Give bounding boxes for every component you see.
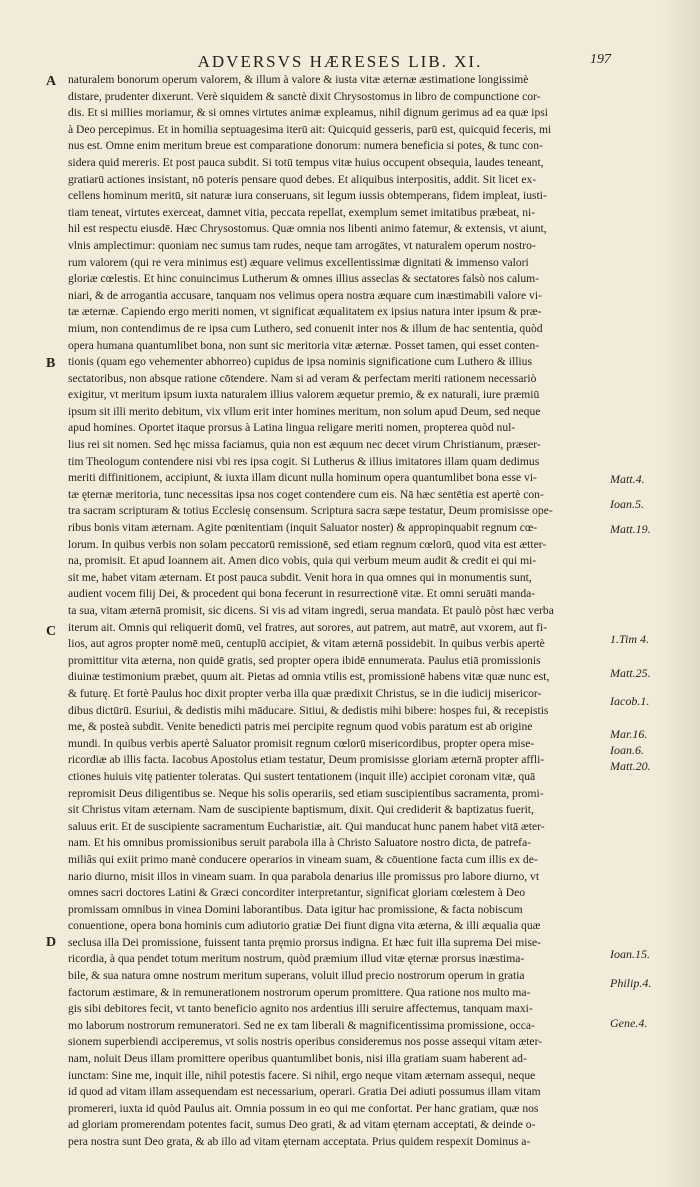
text-line: tionis (quam ego vehementer abhorreo) cupidus de ipsa nominis significatione cum Luthero & illius [68, 355, 532, 369]
marginal-note: Philip.4. [610, 976, 652, 990]
text-line: & futurę. Et fortè Paulus hoc dixit propter verba illa quæ prædixit Christus, se in die iudicij misericor- [68, 686, 542, 700]
page-edge-shadow [660, 0, 700, 1187]
text-line: sit me, habet vitam æternam. Et post pauca subdit. Venit hora in qua omnes qui in monumentis sunt, [68, 570, 532, 584]
text-line: nam, noluit Deus illam promittere operibus quantumlibet bonis, nisi illa gratiam suam haberent ad- [68, 1052, 527, 1066]
section-marker-c: C [46, 624, 57, 639]
section-marker-a: A [46, 74, 57, 89]
text-line: ctiones huiuis vitę patienter toleratas. Qui sustert tentationem (inquit ille) accipiet coronam vitæ, quā [68, 769, 536, 783]
text-line: seclusa illa Dei promissione, fuissent tanta pręmio prorsus indigna. Et hæc fuit illa suprema Dei mise- [68, 935, 541, 949]
text-line: nario diurno, misit illos in vineam suam. In qua parabola denarius ille promissus pro labore diurno, vt [68, 869, 540, 883]
text-line: ta sua, vitam æternā promisit, sic dicens. Si vis ad vitam ingredi, serua mandata. Et paulò pòst hæc verba [68, 604, 554, 617]
section-marker-b: B [46, 356, 56, 371]
text-line: promittitur vita æterna, non quidē gratis, sed propter opera ibidē ennumerata. Paulus etiā promissionis [68, 653, 541, 667]
text-line: iterum ait. Omnis qui reliquerit domū, vel fratres, aut sorores, aut patrem, aut matrē, aut vxorem, aut fi- [68, 620, 548, 634]
text-line: sit Christus vitam æternam. Nam de suscipiente baptismum, dixit. Qui crediderit & baptizatus fuerit, [68, 803, 534, 817]
text-line: hil est respectu eiusdē. Hæc Chrysostomus. Quæ omnia nos libenti animo fatemur, & extensis, vt aiunt, [68, 222, 547, 236]
text-line: sectatoribus, non absque ratione cōtendere. Nam si ad veram & perfectam meriti rationem necessariò [68, 371, 537, 385]
text-line: gloriæ cœlestis. Et hinc conuincimus Lutherum & omnes illius asseclas & sectatores falsò nos calum- [68, 272, 540, 286]
text-line: niari, & de arrogantia accusare, tanquam nos velimus opera nostra æquare cum inæstimabili valore vi- [68, 288, 542, 302]
marginal-note: Matt.19. [610, 522, 651, 536]
text-line: audient vocem filij Dei, & procedent qui bona fecerunt in resurrectionē vitæ. Et omni seruāti manda- [68, 587, 536, 601]
running-head: ADVERSVS HÆRESES LIB. XI. [197, 52, 483, 71]
text-line: ribus bonis vitam æternam. Agite pœnitentiam (inquit Saluator noster) & appropinquabit regnum cœ- [68, 521, 538, 535]
marginal-note: Ioan.15. [610, 947, 650, 961]
text-line: dibus dictūrū. Esuriui, & dedistis mihi māducare. Sitiui, & dedistis mihi bibere: hospes fui, & recepistis [68, 703, 549, 717]
marginal-note: Gene.4. [610, 1016, 648, 1030]
text-line: apud homines. Oportet itaque prorsus à Latina lingua religare meriti nomen, propterea quòd nul- [68, 421, 516, 435]
text-line: gis sibi debitores fecit, vt tanto beneficio agnito nos ardentius illi seruire affectemus, tanquam maxi- [68, 1002, 533, 1016]
text-line: lios, aut agros propter nomē meū, centuplū accipiet, & vitam æternā possidebit. In quibus verbis apertè [68, 637, 545, 651]
text-line: omnes sacri doctores Latini & Græci concorditer interpretantur, significat gloriam cœlestem à Deo [68, 886, 526, 900]
text-line: tra sacram scripturam & totius Ecclesię consensum. Scriptura sacra sæpe testatur, Deum promisisse ope- [68, 504, 553, 518]
text-line: conuentione, opera bona hominis cum adiutorio gratiæ Dei fiunt digna vita æterna, & illi æqualia quæ [68, 919, 541, 933]
text-line: tiam teneat, virtutes exerceat, damnet vitia, peccata repellat, exemplum semet imitatibus præbeat, ni- [68, 205, 536, 219]
text-line: ad gloriam promerendam potentes facit, sumus Deo grati, & ad vitam ęternam acceptati, & deinde o- [68, 1118, 536, 1132]
text-line: repromisit Deus diligentibus se. Neque his solis operariis, sed etiam suscipientibus sacramenta, promi- [68, 786, 544, 800]
text-line: distare, prudenter dixerunt. Verè siquidem & sanctè dixit Chrysostomus in libro de compunctione cor- [68, 89, 541, 103]
marginal-note: Mar.16. [610, 727, 648, 741]
text-line: promissam omnibus in vinea Domini laborantibus. Data igitur hac promissione, & facta nobiscum [68, 902, 523, 916]
text-line: exigitur, vt meritum ipsum iuxta naturalem illius valorem æquetur premio, & ex naturali, iure præmiū [68, 388, 540, 402]
text-line: sidera quid mereris. Et post pauca subdit. Si totū tempus vitæ huius occupent obsequia, laudes teneant, [68, 155, 544, 169]
page-number: 197 [590, 52, 611, 67]
marginal-note: Matt.25. [610, 666, 651, 680]
marginal-note: Ioan.6. [610, 743, 644, 757]
marginal-note: Ioan.5. [610, 497, 644, 511]
text-line: bile, & sua natura omne nostrum meritum superans, voluit illud precio nostrorum operum in gratia [68, 969, 525, 983]
text-line: vlnis amplectimur: quoniam nec sumus tam rudes, neque tam arrogātes, vt naturalem operum nostro- [68, 238, 536, 252]
text-line: mundi. In quibus verbis apertè Saluator promisit regnum cœlorū misericordibus, propter opera mise- [68, 736, 535, 750]
marginal-note: Matt.20. [610, 759, 651, 773]
text-line: ipsum sit illi merito debitum, vix vllum erit inter homines meritum, non solum apud Deum, sed neque [68, 404, 541, 418]
text-line: tæ æternæ. Capiendo ergo meriti nomen, vt significat æqualitatem ex ipsius natura inter ipsum & præ- [68, 305, 542, 319]
text-line: id quod ad vitam illam assequendam est necessarium, operari. Gratia Dei adiuti possumus illam vitam [68, 1085, 541, 1099]
marginal-note: 1.Tim 4. [610, 632, 650, 646]
text-line: diuinæ testimonium præbet, quum ait. Pietas ad omnia vtilis est, promissionē habens vitæ quæ nunc est, [68, 670, 550, 684]
section-marker-d: D [46, 935, 57, 950]
text-line: cellens hominum meritū, sit naturæ iura conseruans, sit legum iussis obtemperans, fidem impleat, iusti- [68, 189, 547, 203]
text-line: sionem superbiendi acciperemus, vt solis nostris operibus consideremus nos posse assequi vitam æter- [68, 1035, 543, 1049]
text-line: naturalem bonorum operum valorem, & illum à valore & iusta vitæ æternæ æstimatione longissimè [68, 73, 529, 86]
marginal-note: Iacob.1. [610, 694, 650, 708]
text-line: lius rei sit nomen. Sed hęc missa faciamus, quia non est æquum nec decet virum Christianum, præser- [68, 438, 541, 452]
text-line: ricordiæ ab illis facta. Iacobus Apostolus etiam testatur, Deum promisisse gloriam æternā propter affli- [68, 753, 545, 767]
body-text [68, 72, 598, 1151]
text-line: pera nostra sunt Deo grata, & ab illo ad vitam ęternam acceptata. Prius quidem respexit Dominus a- [68, 1135, 531, 1148]
text-line: lorum. In quibus verbis non solam peccatorū remissionē, sed etiam regnum cœlorū, quod vita est ætter- [68, 537, 547, 551]
text-line: saluus erit. Et de suscipiente sacramentum Eucharistiæ, ait. Qui manducat hunc panem habet vitā æter- [68, 819, 545, 833]
text-line: dis. Et si millies moriamur, & si omnes virtutes animæ expleamus, nihil dignum gerimus ad ea quæ ipsi [68, 106, 548, 120]
text-line: mo laborum nostrorum remuneratori. Sed ne ex tam liberali & magnificentissima promissione, occa- [68, 1018, 535, 1032]
text-line: ricordia, à qua pendet totum meritum nostrum, quòd præmium illud vitæ ęternæ prorsus inæstima- [68, 952, 525, 966]
marginal-note: Matt.4. [610, 472, 645, 486]
text-line: na, promisit. Et apud Ioannem ait. Amen dico vobis, quia qui verbum meum audit & credit ei qui mi- [68, 554, 537, 568]
text-line: nus est. Omne enim meritum breue est comparatione donorum: numera beneficia si potes, & tunc con- [68, 139, 543, 153]
text-line: mium, non contendimus de re ipsa cum Luthero, sed conuenit inter nos & illum de hac sententia, quòd [68, 321, 543, 335]
text-line: miliâs qui exiit primo manè conducere operarios in vineam suam, & cōuentione facta cum illis ex de- [68, 852, 538, 866]
text-line: tæ ęternæ meritoria, tunc necessitas ipsa nos coget contendere cum eis. Nā hæc sentētia est apertè con- [68, 487, 544, 501]
text-line: iunctam: Sine me, inquit ille, nihil potestis facere. Si nihil, ergo neque vitam æternam assequi, neque [68, 1068, 536, 1082]
text-line: promereri, iuxta id quòd Paulus ait. Omnia possum in eo qui me confortat. Per hanc gratiam, quæ nos [68, 1101, 539, 1115]
text-line: factorum æstimare, & in remunerationem nostrorum operum promittere. Qua ratione nos multo ma- [68, 985, 531, 999]
text-line: tim Theologum contendere nisi vbi res ipsa cogit. Si Lutherus & illius imitatores illam quam dedimus [68, 454, 540, 468]
text-line: nam. Et his omnibus promissionibus seruit parabola illa à Christo Saluatore nostro dicta, de patrefa- [68, 836, 532, 850]
text-line: me, & posteà subdit. Venite benedicti patris mei percipite regnum quod vobis paratum est ab origine [68, 720, 533, 734]
text-line: à Deo percepimus. Et in homilia septuagesima iterū ait: Quicquid gesseris, parū est, quicquid feceris, mi [68, 122, 552, 136]
text-line: rum valorem (qui re vera minimus est) æquare velimus excellentissimæ dignitati & immenso valori [68, 255, 529, 269]
text-line: opera humana quantumlibet bona, non sunt sic meritoria vitæ æternæ. Posset tamen, qui esset conten- [68, 338, 540, 352]
text-line: gratiarū actiones insistant, nō poteris pensare quod debes. Et aliquibus interpositis, addit. Sit licet ex- [68, 172, 537, 186]
text-line: meriti diffinitionem, accipiunt, & iuxta illam dicunt nulla hominum opera quantumlibet bona esse vi- [68, 471, 537, 485]
